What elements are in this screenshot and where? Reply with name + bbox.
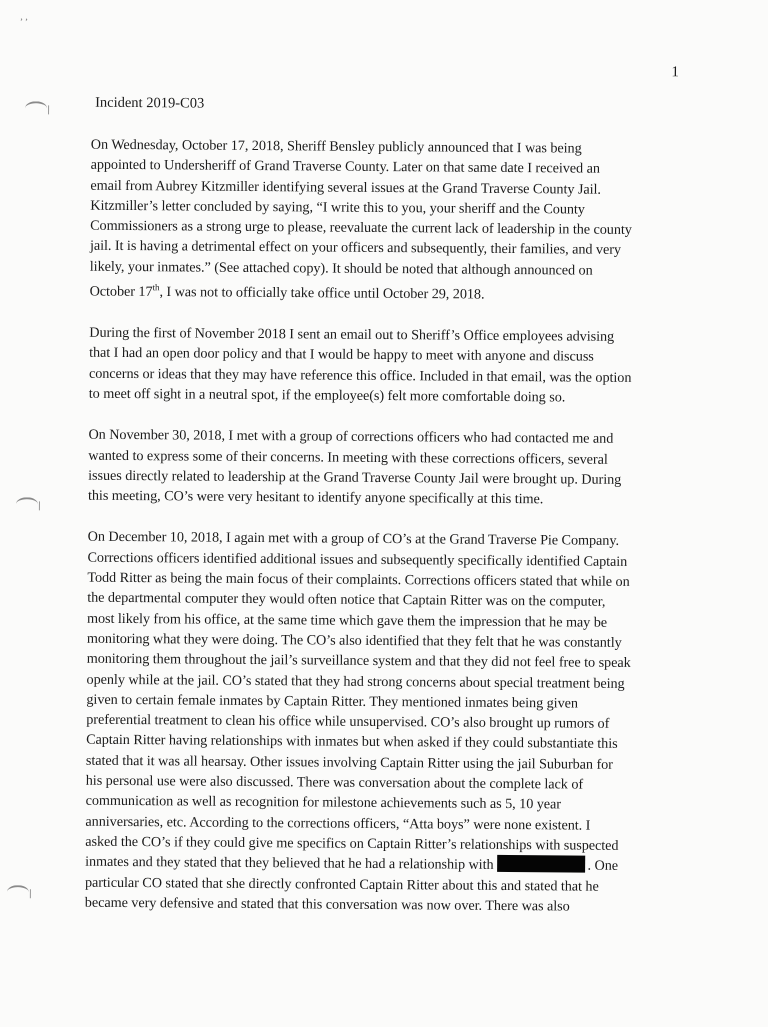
paragraph — [85, 527, 673, 917]
paragraph — [89, 323, 675, 409]
text-line: communication as well as recognition for milestone achievements such as 5, 10 year — [85, 793, 562, 813]
text-line: preferential treatment to clean his office while unsupervised. CO’s also brought up rumors of — [86, 711, 610, 732]
scan-specks: ’ ’ — [19, 17, 29, 29]
text-line: most likely from his office, at the same time which gave them the impression that he may be — [86, 610, 608, 631]
text-line: anniversaries, etc. According to the corrections officers, “Atta boys” were none existent. I — [85, 813, 591, 834]
text-line: appointed to Undersheriff of Grand Traverse County. Later on that same date I received an — [90, 157, 600, 178]
punch-hole-mark — [7, 885, 29, 899]
text-line: On November 30, 2018, I met with a group of corrections officers who had contacted me and — [88, 427, 614, 448]
punch-hole-mark — [16, 497, 38, 511]
text-line: On Wednesday, October 17, 2018, Sheriff Bensley publicly announced that I was being — [90, 136, 582, 157]
text-line: Captain Ritter having relationships with inmates but when asked if they could substantiate this — [86, 732, 618, 753]
text-line: openly while at the jail. CO’s stated that they had strong concerns about special treatment being — [86, 671, 625, 692]
redaction-block — [497, 855, 585, 873]
text-line: During the first of November 2018 I sent an email out to Sheriff’s Office employees advising — [89, 324, 615, 345]
text-line: became very defensive and stated that this conversation was now over. There was also — [84, 894, 570, 915]
text-line: asked the CO’s if they could give me specifics on Captain Ritter’s relationships with suspected — [85, 833, 619, 854]
page-number: 1 — [671, 64, 679, 81]
text-line: particular CO stated that she directly confronted Captain Ritter about this and stated that he — [84, 874, 599, 895]
text-line: concerns or ideas that they may have reference this office. Included in that email, was the option — [88, 365, 632, 386]
paragraph — [88, 425, 674, 511]
text-line: that I had an open door policy and that I would be happy to meet with anyone and discuss — [89, 345, 594, 366]
text-line: his personal use were also discussed. There was conversation about the complete lack of — [85, 772, 584, 793]
text-line: wanted to express some of their concerns. In meeting with these corrections officers, several — [88, 447, 608, 468]
text-line: Todd Ritter as being the main focus of their complaints. Corrections officers stated that while on — [87, 569, 630, 591]
text-fragment: , I was not to officially take office until October 29, 2018. — [159, 284, 485, 303]
text-line: issues directly related to leadership at the Grand Traverse County Jail were brought up. During — [88, 467, 622, 488]
text-line: monitoring them throughout the jail’s surveillance system and that they did not feel free to speak — [86, 650, 631, 672]
document-body — [85, 135, 676, 939]
text-fragment: October 17 — [89, 283, 153, 301]
text-line: to meet off sight in a neutral spot, if the employee(s) felt more comfortable doing so. — [88, 385, 566, 406]
text-line: stated that it was all hearsay. Other issues involving Captain Ritter using the jail Suburban for — [85, 752, 613, 773]
ordinal-suffix: th — [152, 282, 160, 293]
text-line: Corrections officers identified additional issues and subsequently specifically identified Captain — [87, 549, 628, 570]
incident-heading: Incident 2019-C03 — [95, 94, 205, 112]
text-line: given to certain female inmates by Captain Ritter. They mentioned inmates being given — [86, 691, 579, 712]
text-line: this meeting, CO’s were very hesitant to identify anyone specifically at this time. — [87, 487, 544, 508]
punch-hole-mark — [25, 101, 47, 115]
text-line: jail. It is having a detrimental effect on your officers and subsequently, their families, and very — [89, 238, 622, 259]
text-line: the departmental computer they would often notice that Captain Ritter was on the computer, — [87, 590, 606, 611]
text-fragment: inmates and they stated that they believed that he had a relationship with — [85, 853, 494, 874]
text-line: Commissioners as a strong urge to please, reevaluate the current lack of leadership in the county — [90, 217, 632, 239]
text-fragment: . One — [587, 857, 619, 875]
text-line: monitoring what they were doing. The CO’s also identified that they felt that he was constantly — [86, 630, 622, 651]
text-line: email from Aubrey Kitzmiller identifying several issues at the Grand Traverse County Jail. — [90, 177, 601, 198]
text-line: Kitzmiller’s letter concluded by saying, “I write this to you, your sheriff and the County — [90, 197, 585, 218]
text-line: On December 10, 2018, I again met with a group of CO’s at the Grand Traverse Pie Company. — [87, 529, 620, 550]
text-line: likely, your inmates.” (See attached copy). It should be noted that although announced on — [89, 258, 593, 279]
text-line — [90, 277, 675, 307]
paragraph — [90, 135, 676, 307]
